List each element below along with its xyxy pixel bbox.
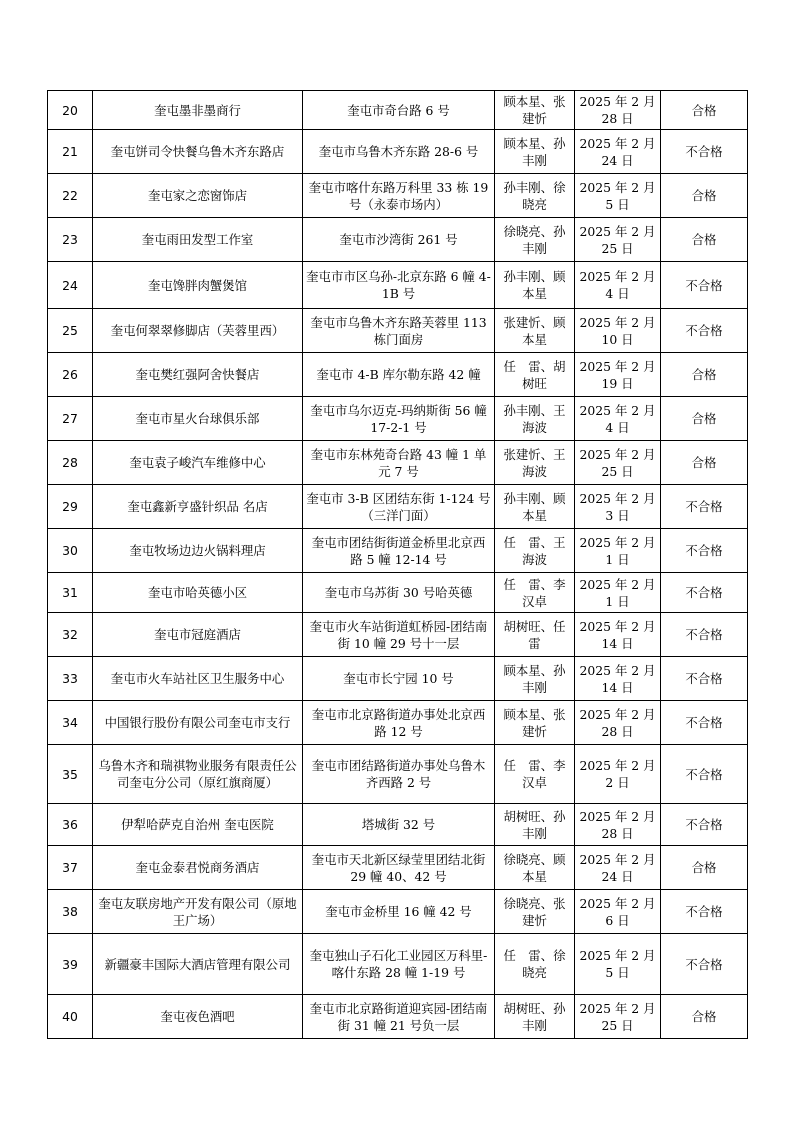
table-row <box>48 995 748 1039</box>
cell-inspectors: 徐晓亮、顾本星 <box>495 846 575 890</box>
table-row <box>48 846 748 890</box>
cell-inspection-date: 2025 年 2 月 1 日 <box>575 573 661 613</box>
cell-unit-name: 奎屯馋胖肉蟹煲馆 <box>93 262 303 309</box>
cell-inspectors: 顾本星、张建忻 <box>495 701 575 745</box>
cell-number: 36 <box>48 804 93 846</box>
cell-number: 24 <box>48 262 93 309</box>
cell-inspection-date: 2025 年 2 月 1 日 <box>575 529 661 573</box>
cell-inspection-date: 2025 年 2 月 28 日 <box>575 91 661 130</box>
cell-inspectors: 孙丰刚、顾本星 <box>495 262 575 309</box>
cell-result: 不合格 <box>661 804 748 846</box>
cell-inspectors: 徐晓亮、张建忻 <box>495 890 575 934</box>
table-row <box>48 890 748 934</box>
cell-inspectors: 孙丰刚、徐晓亮 <box>495 174 575 218</box>
cell-inspectors: 顾本星、孙丰刚 <box>495 130 575 174</box>
cell-inspectors: 任 雷、李汉卓 <box>495 745 575 804</box>
cell-unit-name: 奎屯何翠翠修脚店（芙蓉里西） <box>93 309 303 353</box>
cell-result: 不合格 <box>661 613 748 657</box>
cell-number: 22 <box>48 174 93 218</box>
table-row <box>48 613 748 657</box>
cell-inspection-date: 2025 年 2 月 25 日 <box>575 441 661 485</box>
cell-result: 合格 <box>661 397 748 441</box>
cell-inspection-date: 2025 年 2 月 14 日 <box>575 613 661 657</box>
cell-address: 奎屯市乌鲁木齐东路 28-6 号 <box>303 130 495 174</box>
cell-unit-name: 新疆豪丰国际大酒店管理有限公司 <box>93 934 303 995</box>
cell-number: 23 <box>48 218 93 262</box>
cell-address: 奎屯市北京路街道办事处北京西路 12 号 <box>303 701 495 745</box>
cell-inspectors: 张建忻、顾本星 <box>495 309 575 353</box>
cell-address: 奎屯独山子石化工业园区万科里-喀什东路 28 幢 1-19 号 <box>303 934 495 995</box>
cell-inspection-date: 2025 年 2 月 28 日 <box>575 804 661 846</box>
cell-unit-name: 奎屯友联房地产开发有限公司（原地王广场） <box>93 890 303 934</box>
cell-result: 不合格 <box>661 573 748 613</box>
cell-unit-name: 奎屯市哈英德小区 <box>93 573 303 613</box>
table-row <box>48 573 748 613</box>
table-row <box>48 657 748 701</box>
cell-inspectors: 任 雷、王海波 <box>495 529 575 573</box>
cell-result: 不合格 <box>661 934 748 995</box>
cell-unit-name: 奎屯市火车站社区卫生服务中心 <box>93 657 303 701</box>
cell-result: 合格 <box>661 174 748 218</box>
cell-number: 31 <box>48 573 93 613</box>
cell-unit-name: 奎屯鑫新亨盛针织品 名店 <box>93 485 303 529</box>
cell-inspection-date: 2025 年 2 月 10 日 <box>575 309 661 353</box>
cell-result: 不合格 <box>661 262 748 309</box>
table-row <box>48 485 748 529</box>
cell-number: 25 <box>48 309 93 353</box>
cell-unit-name: 奎屯家之恋窗饰店 <box>93 174 303 218</box>
cell-inspectors: 徐晓亮、孙丰刚 <box>495 218 575 262</box>
table-row <box>48 441 748 485</box>
cell-number: 27 <box>48 397 93 441</box>
table-row <box>48 529 748 573</box>
cell-number: 26 <box>48 353 93 397</box>
cell-number: 33 <box>48 657 93 701</box>
cell-result: 不合格 <box>661 745 748 804</box>
table-row <box>48 934 748 995</box>
cell-number: 40 <box>48 995 93 1039</box>
cell-inspection-date: 2025 年 2 月 28 日 <box>575 701 661 745</box>
cell-number: 20 <box>48 91 93 130</box>
table-row <box>48 130 748 174</box>
cell-inspection-date: 2025 年 2 月 6 日 <box>575 890 661 934</box>
cell-inspectors: 张建忻、王海波 <box>495 441 575 485</box>
cell-unit-name: 奎屯金泰君悦商务酒店 <box>93 846 303 890</box>
cell-address: 奎屯市乌鲁木齐东路芙蓉里 113 栋门面房 <box>303 309 495 353</box>
cell-address: 奎屯市团结路街道办事处乌鲁木齐西路 2 号 <box>303 745 495 804</box>
cell-result: 合格 <box>661 995 748 1039</box>
cell-number: 38 <box>48 890 93 934</box>
cell-address: 奎屯市沙湾街 261 号 <box>303 218 495 262</box>
table-row <box>48 262 748 309</box>
table-row <box>48 701 748 745</box>
cell-unit-name: 奎屯雨田发型工作室 <box>93 218 303 262</box>
cell-result: 合格 <box>661 91 748 130</box>
cell-result: 不合格 <box>661 890 748 934</box>
cell-result: 合格 <box>661 441 748 485</box>
cell-address: 奎屯市东林苑奇台路 43 幢 1 单元 7 号 <box>303 441 495 485</box>
cell-unit-name: 奎屯樊红强阿舍快餐店 <box>93 353 303 397</box>
cell-unit-name: 奎屯饼司令快餐乌鲁木齐东路店 <box>93 130 303 174</box>
cell-address: 奎屯市 3-B 区团结东街 1-124 号（三洋门面） <box>303 485 495 529</box>
cell-number: 32 <box>48 613 93 657</box>
cell-address: 奎屯市火车站街道虹桥园-团结南街 10 幢 29 号十一层 <box>303 613 495 657</box>
cell-inspection-date: 2025 年 2 月 4 日 <box>575 262 661 309</box>
table-row <box>48 91 748 130</box>
cell-number: 39 <box>48 934 93 995</box>
cell-number: 21 <box>48 130 93 174</box>
cell-inspectors: 顾本星、张建忻 <box>495 91 575 130</box>
cell-inspection-date: 2025 年 2 月 3 日 <box>575 485 661 529</box>
table-row <box>48 174 748 218</box>
table-row <box>48 353 748 397</box>
cell-inspection-date: 2025 年 2 月 19 日 <box>575 353 661 397</box>
cell-unit-name: 奎屯市冠庭酒店 <box>93 613 303 657</box>
cell-inspection-date: 2025 年 2 月 24 日 <box>575 130 661 174</box>
cell-unit-name: 中国银行股份有限公司奎屯市支行 <box>93 701 303 745</box>
cell-number: 37 <box>48 846 93 890</box>
cell-result: 合格 <box>661 846 748 890</box>
cell-inspectors: 孙丰刚、顾本星 <box>495 485 575 529</box>
cell-inspection-date: 2025 年 2 月 14 日 <box>575 657 661 701</box>
table-row <box>48 397 748 441</box>
cell-unit-name: 奎屯市星火台球俱乐部 <box>93 397 303 441</box>
cell-result: 不合格 <box>661 701 748 745</box>
cell-inspectors: 胡树旺、孙丰刚 <box>495 804 575 846</box>
cell-result: 合格 <box>661 218 748 262</box>
table-row <box>48 218 748 262</box>
table-row <box>48 804 748 846</box>
cell-result: 合格 <box>661 353 748 397</box>
cell-address: 奎屯市乌尔迈克-玛纳斯街 56 幢 17-2-1 号 <box>303 397 495 441</box>
cell-address: 奎屯市金桥里 16 幢 42 号 <box>303 890 495 934</box>
cell-result: 不合格 <box>661 485 748 529</box>
cell-inspection-date: 2025 年 2 月 25 日 <box>575 995 661 1039</box>
cell-address: 塔城街 32 号 <box>303 804 495 846</box>
table-row <box>48 309 748 353</box>
table-row <box>48 745 748 804</box>
cell-inspectors: 孙丰刚、王海波 <box>495 397 575 441</box>
cell-inspection-date: 2025 年 2 月 5 日 <box>575 174 661 218</box>
inspection-results-table <box>47 90 748 1039</box>
cell-unit-name: 奎屯墨非墨商行 <box>93 91 303 130</box>
cell-unit-name: 奎屯夜色酒吧 <box>93 995 303 1039</box>
cell-result: 不合格 <box>661 529 748 573</box>
cell-result: 不合格 <box>661 309 748 353</box>
cell-inspectors: 胡树旺、任 雷 <box>495 613 575 657</box>
cell-address: 奎屯市奇台路 6 号 <box>303 91 495 130</box>
cell-inspectors: 顾本星、孙丰刚 <box>495 657 575 701</box>
cell-inspectors: 任 雷、李汉卓 <box>495 573 575 613</box>
cell-number: 29 <box>48 485 93 529</box>
cell-inspection-date: 2025 年 2 月 25 日 <box>575 218 661 262</box>
cell-address: 奎屯市北京路街道迎宾园-团结南街 31 幢 21 号负一层 <box>303 995 495 1039</box>
cell-inspectors: 任 雷、胡树旺 <box>495 353 575 397</box>
cell-number: 30 <box>48 529 93 573</box>
cell-address: 奎屯市长宁园 10 号 <box>303 657 495 701</box>
cell-address: 奎屯市市区乌孙-北京东路 6 幢 4-1B 号 <box>303 262 495 309</box>
cell-inspection-date: 2025 年 2 月 5 日 <box>575 934 661 995</box>
cell-number: 35 <box>48 745 93 804</box>
cell-address: 奎屯市天北新区绿莹里团结北街 29 幢 40、42 号 <box>303 846 495 890</box>
cell-number: 28 <box>48 441 93 485</box>
cell-inspectors: 胡树旺、孙丰刚 <box>495 995 575 1039</box>
cell-result: 不合格 <box>661 130 748 174</box>
cell-inspection-date: 2025 年 2 月 2 日 <box>575 745 661 804</box>
cell-number: 34 <box>48 701 93 745</box>
cell-unit-name: 奎屯袁子峻汽车维修中心 <box>93 441 303 485</box>
cell-unit-name: 伊犁哈萨克自治州 奎屯医院 <box>93 804 303 846</box>
cell-address: 奎屯市团结街街道金桥里北京西路 5 幢 12-14 号 <box>303 529 495 573</box>
cell-address: 奎屯市乌苏街 30 号哈英德 <box>303 573 495 613</box>
cell-address: 奎屯市 4-B 库尔勒东路 42 幢 <box>303 353 495 397</box>
cell-result: 不合格 <box>661 657 748 701</box>
cell-address: 奎屯市喀什东路万科里 33 栋 19 号（永泰市场内） <box>303 174 495 218</box>
cell-inspection-date: 2025 年 2 月 4 日 <box>575 397 661 441</box>
cell-inspection-date: 2025 年 2 月 24 日 <box>575 846 661 890</box>
cell-unit-name: 奎屯牧场边边火锅料理店 <box>93 529 303 573</box>
cell-inspectors: 任 雷、徐晓亮 <box>495 934 575 995</box>
cell-unit-name: 乌鲁木齐和瑞祺物业服务有限责任公司奎屯分公司（原红旗商厦） <box>93 745 303 804</box>
